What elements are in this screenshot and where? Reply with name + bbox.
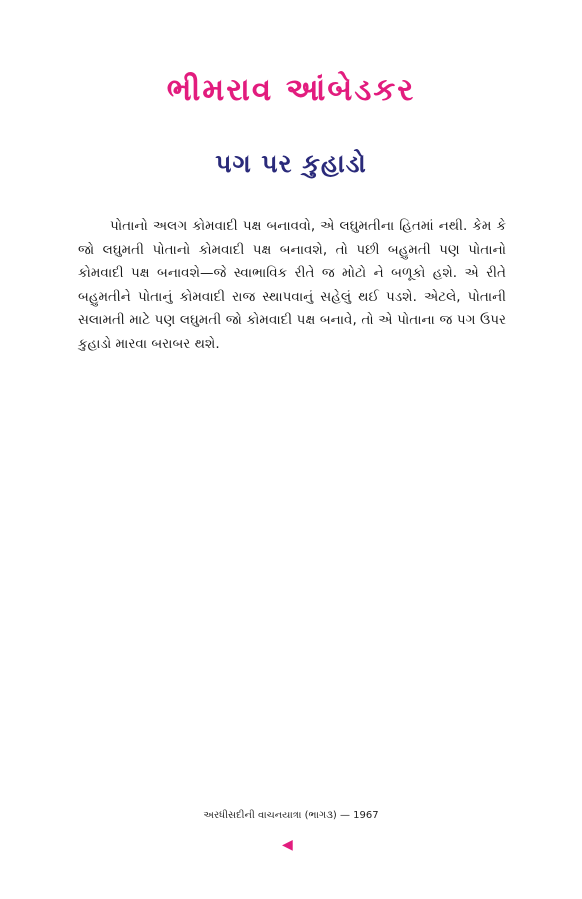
author-title: ભીમરાવ આંબેડકર [166, 72, 416, 108]
body-paragraph: પોતાનો અલગ કોમવાદી પક્ષ બનાવવો, એ લઘુમતીના હિતમાં નથી. કેમ કે જો લઘુમતી પોતાનો કોમવાદી પક્ષ બનાવશે, તો પછી બહુમતી પણ પોતાનો કોમવાદી પક્ષ બનાવશે—જે સ્વાભાવિક રીતે જ મોટો ને બળૂકો હશે. એ રીતે બહુમતીને પોતાનું કોમવાદી રાજ સ્થાપવાનું સહેલું થઈ પડશે. એટલે, પોતાની સલામતી માટે પણ લઘુમતી જો કોમવાદી પક્ષ બનાવે, તો એ પોતાના જ પગ ઉપર કુહાડો મારવા બરાબર થશે. [78, 218, 506, 352]
body-text [78, 215, 506, 356]
chapter-title: પગ પર કુહાડો [215, 149, 367, 178]
left-triangle-icon: ◀ [282, 837, 293, 853]
page-footer: અરધીસદીની વાચનયાત્રા (ભાગ૩) — 1967 [203, 810, 379, 821]
